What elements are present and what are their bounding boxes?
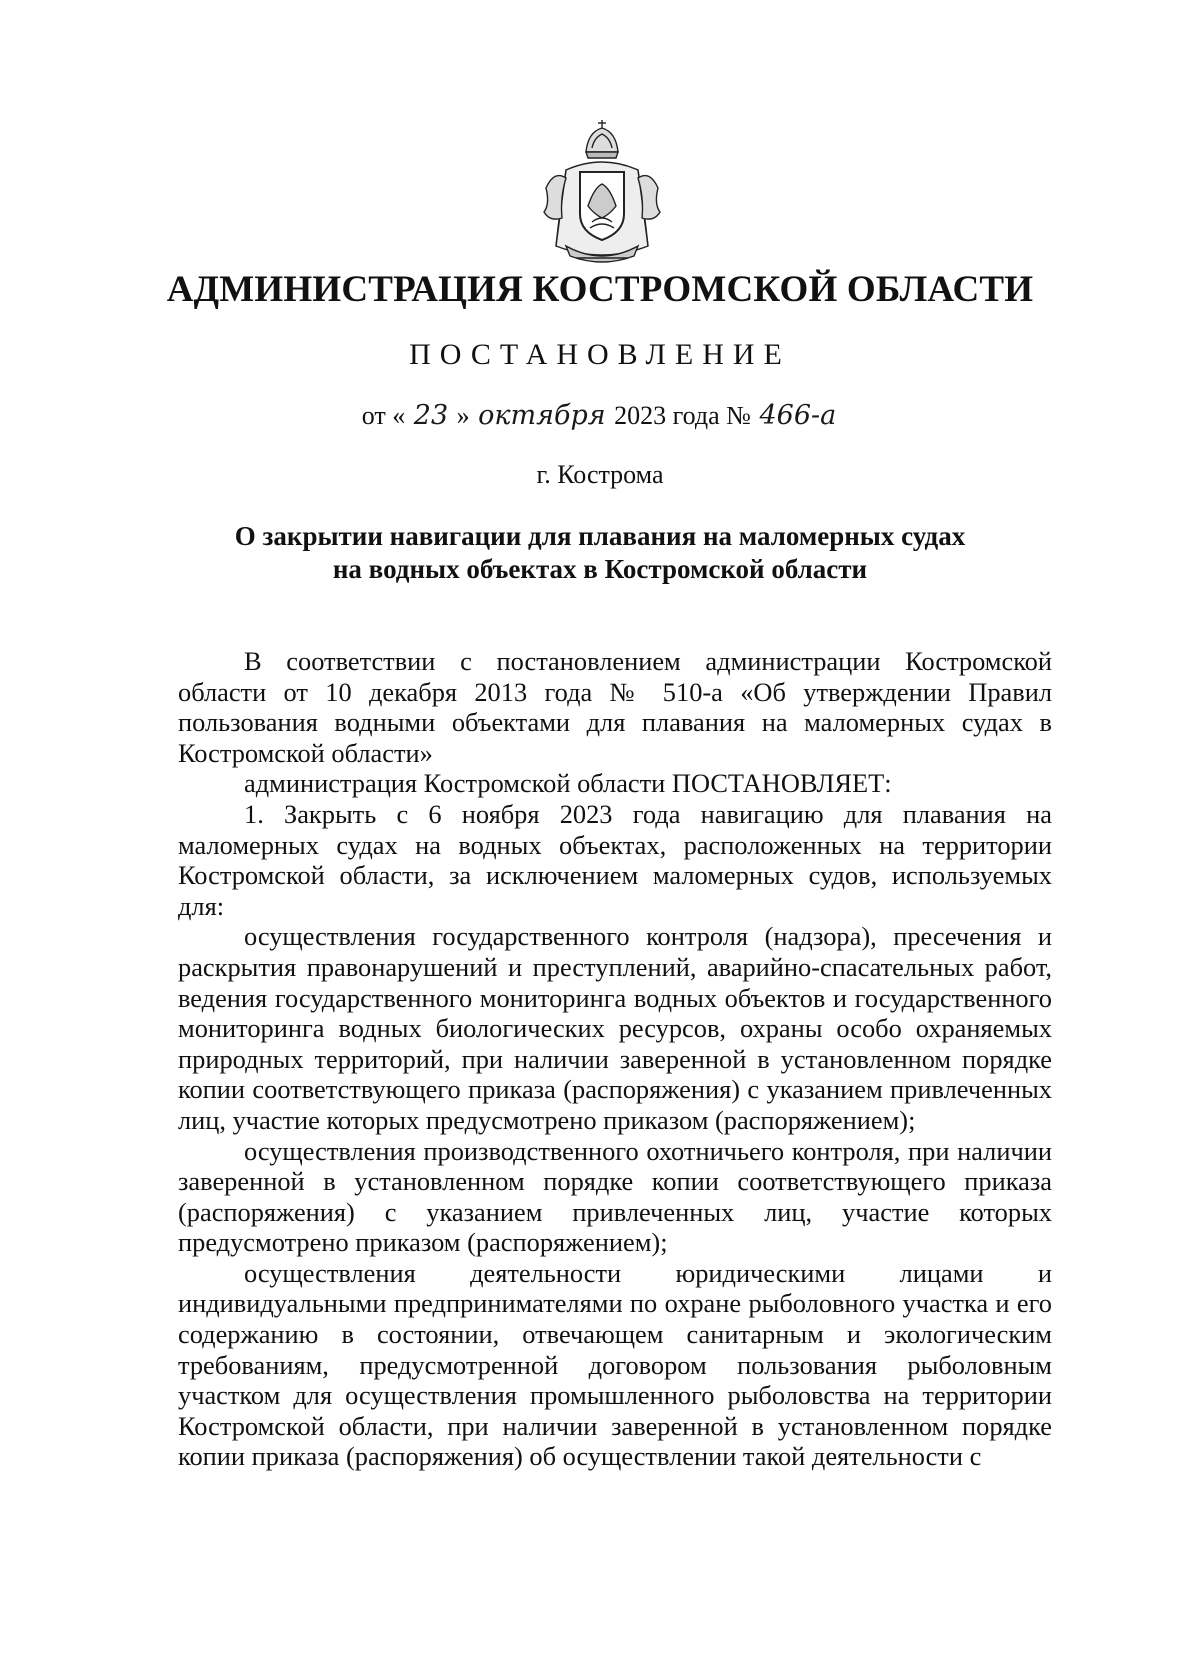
date-year-text: 2023 года № xyxy=(614,401,751,430)
paragraph-basis: В соответствии с постановлением администрации Костромской области от 10 декабря 2013 года № 510-а «Об утверждении Правил пользования водными объектами для плавания на маломерных судах в Костромской области» xyxy=(178,646,1052,768)
date-line xyxy=(0,400,1200,431)
handwritten-doc-number: 466-а xyxy=(759,400,837,431)
organization-heading: АДМИНИСТРАЦИЯ КОСТРОМСКОЙ ОБЛАСТИ xyxy=(166,269,1034,310)
document-type: ПОСТАНОВЛЕНИЕ xyxy=(409,338,791,371)
coat-of-arms-emblem xyxy=(536,118,668,268)
paragraph-item-1: 1. Закрыть с 6 ноября 2023 года навигацию для плавания на маломерных судах на водных объектах, расположенных на территории Костромской области, за исключением маломерных судов, используемых для: xyxy=(178,798,1052,921)
paragraph-exception-state-control: осуществления государственного контроля (надзора), пресечения и раскрытия правонарушений и преступлений, аварийно-спасательных работ, ведения государственного мониторинга водных объектов и государственного мониторинга водных биологических ресурсов, охраны особо охраняемых природных территорий, при наличии заверенной в установленном порядке копии соответствующего приказа (распоряжения) с указанием привлеченных лиц, участие которых предусмотрено приказом (распоряжением); xyxy=(178,921,1052,1135)
handwritten-month: октября xyxy=(478,400,606,431)
date-prefix: от « xyxy=(361,401,406,430)
title-line-2: на водных объектах в Костромской области xyxy=(332,554,868,584)
paragraph-exception-hunting-control: осуществления производственного охотничьего контроля, при наличии заверенной в установленном порядке копии соответствующего приказа (распоряжения) с указанием привлеченных лиц, участие которых предусмотрено приказом (распоряжением); xyxy=(178,1135,1052,1258)
handwritten-day: 23 xyxy=(413,400,449,431)
date-mid: » xyxy=(456,401,470,430)
paragraph-exception-fishing-area: осуществления деятельности юридическими лицами и индивидуальными предпринимателями по охране рыболовного участка и его содержанию в состоянии, отвечающем санитарным и экологическим требованиям, предусмотренной договором пользования рыболовным участком для осуществления промышленного рыболовства на территории Костромской области, при наличии заверенной в установленном порядке копии приказа (распоряжения) об осуществлении такой деятельности с xyxy=(178,1257,1052,1472)
document-title xyxy=(180,520,1020,586)
title-line-1: О закрытии навигации для плавания на маломерных судах xyxy=(234,521,966,551)
document-body xyxy=(178,646,1052,1472)
paragraph-resolves: администрация Костромской области ПОСТАНОВЛЯЕТ: xyxy=(244,768,892,799)
city-line: г. Кострома xyxy=(536,460,664,489)
